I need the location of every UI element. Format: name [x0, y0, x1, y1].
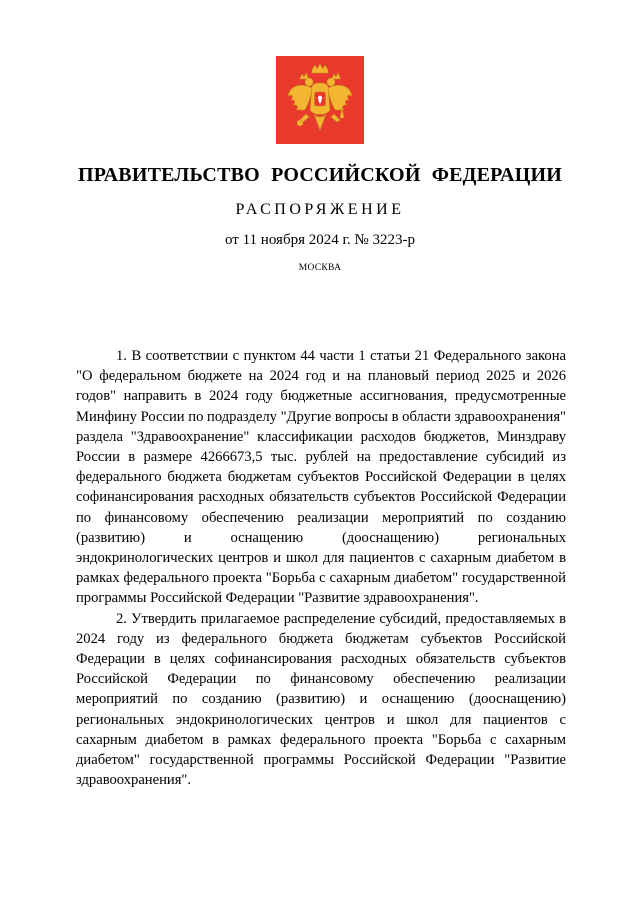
order-paragraph-1: 1. В соответствии с пунктом 44 части 1 статьи 21 Федерального закона "О федеральном бюджете на 2024 год и на плановый период 2025 и 2026 годов" направить в 2024 году бюджетные ассигнования, предусмотренные Минфину России по подразделу "Другие вопросы в области здравоохранения" раздела "Здравоохранение" классификации расходов бюджетов, Минздраву России в размере 4266673,5 тыс. рублей на предоставление субсидий из федерального бюджета бюджетам субъектов Российской Федерации в целях софинансирования расходных обязательств субъектов Российской Федерации по финансовому обеспечению реализации мероприятий по созданию (развитию) и оснащению (дооснащению) региональных эндокринологических центров и школ для пациентов с сахарным диабетом в рамках федерального проекта "Борьба с сахарным диабетом" государственной программы Российской Федерации "Развитие здравоохранения". — [76, 348, 566, 607]
order-paragraph-2: 2. Утвердить прилагаемое распределение субсидий, предоставляемых в 2024 году из федерального бюджета бюджетам субъектов Российской Федерации в целях софинансирования расходных обязательств субъектов Российской Федерации по финансовому обеспечению реализации мероприятий по созданию (развитию) и оснащению (дооснащению) региональных эндокринологических центров и школ для пациентов с сахарным диабетом в рамках федерального проекта "Борьба с сахарным диабетом" государственной программы Российской Федерации "Развитие здравоохранения". — [76, 610, 566, 789]
document-type: РАСПОРЯЖЕНИЕ — [235, 201, 405, 218]
coat-of-arms-russia-icon — [276, 56, 364, 144]
order-body — [76, 346, 566, 790]
document-date-number: от 11 ноября 2024 г. № 3223-р — [225, 232, 415, 248]
government-title: ПРАВИТЕЛЬСТВО РОССИЙСКОЙ ФЕДЕРАЦИИ — [78, 164, 562, 186]
document-city: МОСКВА — [298, 263, 342, 273]
